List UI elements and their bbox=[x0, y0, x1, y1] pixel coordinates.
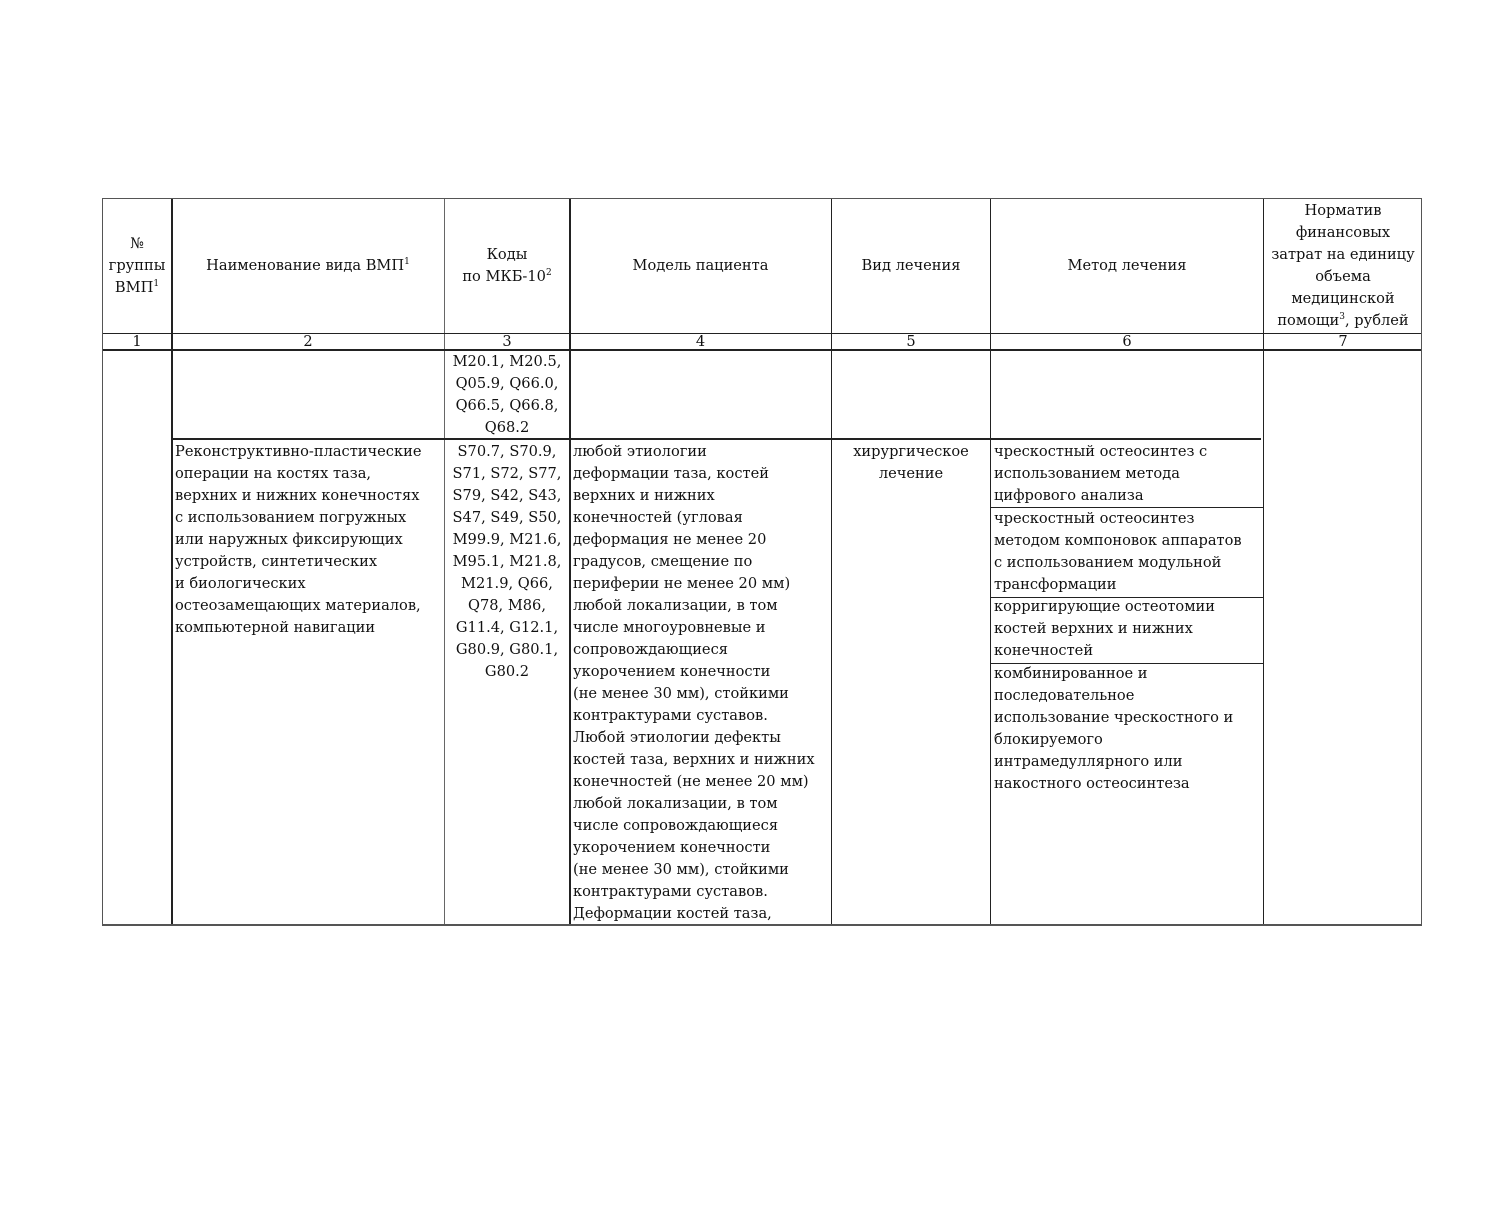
footnote-marker: 1 bbox=[404, 257, 410, 267]
header-text: по МКБ-10 bbox=[462, 268, 546, 285]
patient-model-line: периферии не менее 20 мм) bbox=[573, 575, 791, 592]
vmp-name-line: с использованием погружных bbox=[175, 509, 407, 526]
vmp-name-line: и биологических bbox=[175, 575, 306, 592]
method-line: чрескостный остеосинтез bbox=[994, 510, 1195, 527]
icd-code-line: Q68.2 bbox=[484, 419, 530, 436]
patient-model-line: числе многоуровневые и bbox=[573, 619, 766, 636]
header-text: Модель пациента bbox=[632, 257, 769, 274]
patient-model-line: костей таза, верхних и нижних bbox=[573, 751, 815, 768]
patient-model-line: конечностей (не менее 20 мм) bbox=[573, 773, 809, 790]
method-line: методом компоновок аппаратов bbox=[994, 532, 1242, 549]
patient-model-line: деформация не менее 20 bbox=[573, 531, 767, 548]
method-line: цифрового анализа bbox=[994, 487, 1144, 504]
header-treatment-type bbox=[832, 199, 990, 333]
vmp-name-cell bbox=[172, 441, 444, 639]
patient-model-line: (не менее 30 мм), стойкими bbox=[573, 861, 789, 878]
method-line: интрамедуллярного или bbox=[994, 753, 1183, 770]
method-line: последовательное bbox=[994, 687, 1135, 704]
header-text: группы bbox=[108, 257, 166, 274]
method-line: накостного остеосинтеза bbox=[994, 775, 1190, 792]
icd-code-line: Q66.5, Q66.8, bbox=[455, 397, 559, 414]
patient-model-line: сопровождающиеся bbox=[573, 641, 728, 658]
patient-model-line: деформации таза, костей bbox=[573, 465, 769, 482]
patient-model-line: любой локализации, в том bbox=[573, 795, 778, 812]
header-text: затрат на единицу bbox=[1271, 246, 1415, 263]
column-number: 2 bbox=[303, 333, 313, 350]
footnote-marker: 2 bbox=[545, 268, 552, 278]
patient-model-cell bbox=[570, 441, 831, 925]
header-text: Норматив bbox=[1304, 202, 1382, 219]
method-line: костей верхних и нижних bbox=[994, 620, 1193, 637]
header-text: , рублей bbox=[1345, 312, 1409, 329]
icd-codes-cell bbox=[445, 441, 569, 683]
column-number: 6 bbox=[1122, 333, 1132, 350]
column-number: 5 bbox=[906, 333, 916, 350]
icd-code-line: G80.9, G80.1, bbox=[455, 641, 559, 658]
vmp-name-line: операции на костях таза, bbox=[175, 465, 372, 482]
method-line: использованием метода bbox=[994, 465, 1180, 482]
patient-model-line: градусов, смещение по bbox=[573, 553, 753, 570]
patient-model-line: любой этиологии bbox=[573, 443, 707, 460]
method-line: корригирующие остеотомии bbox=[994, 598, 1216, 615]
header-text: помощи bbox=[1277, 312, 1340, 329]
column-number: 7 bbox=[1338, 333, 1348, 350]
numbers-divider bbox=[103, 349, 1421, 351]
header-text: медицинской bbox=[1291, 290, 1395, 307]
column-number: 3 bbox=[502, 333, 512, 350]
vmp-name-line: устройств, синтетических bbox=[175, 553, 378, 570]
method-line: комбинированное и bbox=[994, 665, 1148, 682]
patient-model-line: укорочением конечности bbox=[573, 839, 771, 856]
vmp-name-line: или наружных фиксирующих bbox=[175, 531, 403, 548]
method-item bbox=[991, 663, 1266, 795]
header-text: Коды bbox=[486, 246, 528, 263]
method-item bbox=[991, 508, 1266, 596]
method-line: с использованием модульной bbox=[994, 554, 1222, 571]
continuation-codes-cell bbox=[445, 351, 569, 439]
icd-code-line: G11.4, G12.1, bbox=[455, 619, 559, 636]
vmp-name-line: верхних и нижних конечностях bbox=[175, 487, 420, 504]
header-text: № bbox=[130, 235, 144, 252]
patient-model-line: конечностей (угловая bbox=[573, 509, 743, 526]
icd-code-line: S47, S49, S50, bbox=[452, 509, 562, 526]
header-text: Наименование вида ВМП bbox=[206, 257, 405, 274]
icd-code-line: S71, S72, S77, bbox=[452, 465, 562, 482]
icd-code-line: Q05.9, Q66.0, bbox=[455, 375, 559, 392]
method-item bbox=[991, 441, 1266, 507]
method-line: чрескостный остеосинтез с bbox=[994, 443, 1208, 460]
treatment-methods-cell bbox=[991, 439, 1263, 925]
header-text: Метод лечения bbox=[1067, 257, 1187, 274]
patient-model-line: Любой этиологии дефекты bbox=[573, 729, 781, 746]
patient-model-line: Деформации костей таза, bbox=[573, 905, 772, 922]
header-treatment-method bbox=[991, 199, 1263, 333]
header-financial-norm bbox=[1264, 199, 1422, 333]
treatment-type-line: хирургическое bbox=[853, 443, 969, 460]
icd-code-line: M21.9, Q66, bbox=[461, 575, 553, 592]
column-number: 1 bbox=[132, 333, 142, 350]
vmp-name-line: остеозамещающих материалов, bbox=[175, 597, 421, 614]
method-item bbox=[991, 596, 1266, 662]
header-text: объема bbox=[1315, 268, 1371, 285]
header-text: ВМП bbox=[114, 279, 154, 296]
treatment-type-line: лечение bbox=[878, 465, 944, 482]
patient-model-line: укорочением конечности bbox=[573, 663, 771, 680]
icd-code-line: S70.7, S70.9, bbox=[457, 443, 557, 460]
icd-code-line: M99.9, M21.6, bbox=[452, 531, 562, 548]
patient-model-line: контрактурами суставов. bbox=[573, 707, 768, 724]
footnote-marker: 3 bbox=[1339, 312, 1346, 322]
method-line: конечностей bbox=[994, 642, 1094, 659]
icd-code-line: M20.1, M20.5, bbox=[452, 353, 562, 370]
icd-code-line: G80.2 bbox=[484, 663, 530, 680]
patient-model-line: (не менее 30 мм), стойкими bbox=[573, 685, 789, 702]
header-vmp-name bbox=[172, 199, 444, 333]
icd-code-line: Q78, M86, bbox=[468, 597, 546, 614]
method-line: использование чрескостного и bbox=[994, 709, 1234, 726]
patient-model-line: числе сопровождающиеся bbox=[573, 817, 779, 834]
method-line: трансформации bbox=[994, 576, 1117, 593]
financial-norm-cell bbox=[1264, 351, 1422, 925]
header-text: финансовых bbox=[1295, 224, 1391, 241]
vmp-name-line: компьютерной навигации bbox=[175, 619, 376, 636]
column-number: 4 bbox=[695, 333, 706, 350]
footnote-marker: 1 bbox=[153, 279, 160, 289]
treatment-type-cell bbox=[832, 441, 990, 485]
patient-model-line: верхних и нижних bbox=[573, 487, 715, 504]
patient-model-line: любой локализации, в том bbox=[573, 597, 778, 614]
vmp-table bbox=[102, 198, 1422, 926]
icd-code-line: M95.1, M21.8, bbox=[452, 553, 562, 570]
header-text: Вид лечения bbox=[861, 257, 961, 274]
header-patient-model bbox=[570, 199, 831, 333]
patient-model-line: контрактурами суставов. bbox=[573, 883, 768, 900]
vmp-name-line: Реконструктивно-пластические bbox=[175, 443, 422, 460]
icd-code-line: S79, S42, S43, bbox=[452, 487, 562, 504]
header-icd-codes bbox=[445, 199, 569, 333]
method-line: блокируемого bbox=[994, 731, 1103, 748]
header-group-number bbox=[103, 199, 171, 333]
